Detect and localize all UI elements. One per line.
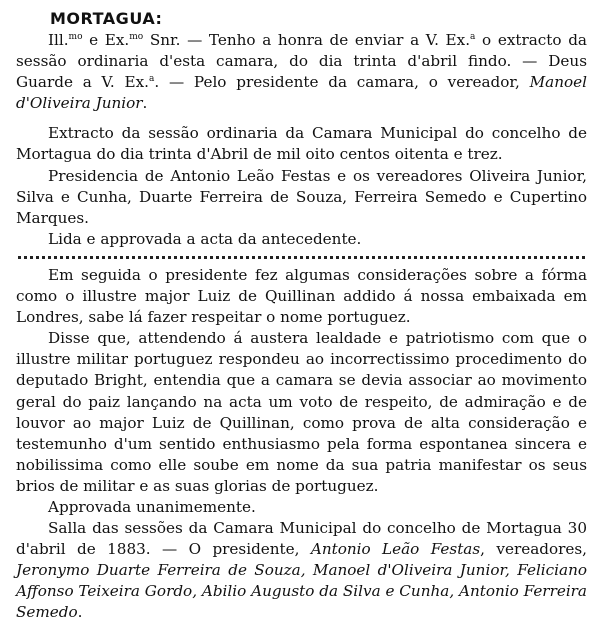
salutation-part-1: Ill. <box>48 31 69 49</box>
superscript-mo-1: mo <box>68 31 83 42</box>
dotted-separator <box>18 256 585 259</box>
closing-councillors: Jeronymo Duarte Ferreira de Souza, Manoel d'Oliveira Junior, Feliciano Affonso Teixeira Gordo, Abilio Augusto da Silva e Cunha, Antonio Ferreira Semedo <box>16 561 587 622</box>
cover-letter <box>16 30 587 114</box>
salutation-part-2: e Ex. <box>82 31 130 49</box>
letter-body-1: Snr. — Tenho a honra de enviar a V. Ex. <box>143 31 471 49</box>
proceedings-paragraph-1: Em seguida o presidente fez algumas considerações sobre a fórma como o illustre major Luiz de Quillinan addido á nossa embaixada em Londres, sabe lá fazer respeitar o nome portuguez. <box>16 265 587 327</box>
extract-minutes: Lida e approvada a acta da antecedente. <box>48 229 362 248</box>
letter-body-2: o extracto da sessão ordinaria d'esta camara, do dia trinta d'abril findo. — Deus Guarde a V. Ex. <box>16 31 587 92</box>
letter-end: . <box>142 94 148 113</box>
superscript-a-2: a <box>148 74 155 85</box>
extract-presidency: Presidencia de Antonio Leão Festas e os vereadores Oliveira Junior, Silva e Cunha, Duarte Ferreira de Souza, Ferreira Semedo e Cupertino Marques. <box>16 166 587 227</box>
spacer <box>16 114 587 123</box>
superscript-a-1: a <box>470 31 476 42</box>
closing-text-1: Salla das sessões da Camara Municipal do concelho de Mortagua 30 d'abril de 1883. — O presidente, <box>16 519 587 559</box>
letter-body-3: . — Pelo presidente da camara, o vereador, <box>154 73 530 92</box>
closing-president: Antonio Leão Festas <box>310 540 481 559</box>
letter-signatory: Manoel d'Oliveira Junior <box>16 73 587 113</box>
proceedings-closing <box>16 518 587 623</box>
proceedings-paragraph-2: Disse que, attendendo á austera lealdade e patriotismo com que o illustre militar portuguez respondeu ao incorrectissimo procedimento do deputado Bright, entendia que a camara se devia associar ao movimento geral do paiz lançando na acta um voto de respeito, de admiração e de louvor ao major Luiz de Quillinan, como prova de alta consideração e testemunho d'um sentido enthusiasmo pela forma espontanea sincera e nobilissima como elle soube em nome da sua patria manifestar os seus brios de militar e as suas glorias de portuguez. <box>16 329 587 495</box>
section-heading: MORTAGUA: <box>50 9 163 28</box>
proceedings-approval: Approvada unanimemente. <box>48 497 256 516</box>
closing-end: . <box>77 603 83 622</box>
extract-intro: Extracto da sessão ordinaria da Camara Municipal do concelho de Mortagua do dia trinta d'Abril de mil oito centos oitenta e trez. <box>16 124 587 164</box>
superscript-mo-2: mo <box>129 31 144 42</box>
closing-text-2: , vereadores, <box>480 540 587 559</box>
